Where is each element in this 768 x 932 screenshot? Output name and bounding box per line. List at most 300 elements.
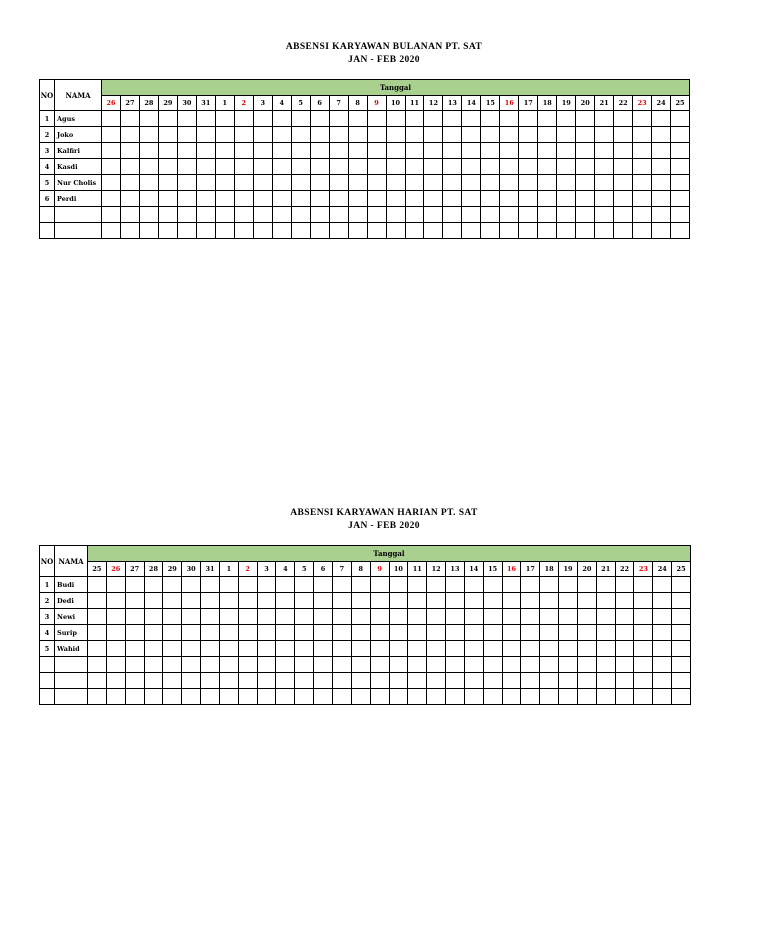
attendance-cell[interactable] — [500, 127, 519, 143]
attendance-cell[interactable] — [139, 111, 158, 127]
attendance-cell[interactable] — [633, 191, 652, 207]
attendance-cell[interactable] — [386, 191, 405, 207]
attendance-cell[interactable] — [596, 657, 615, 673]
attendance-cell[interactable] — [577, 657, 596, 673]
attendance-cell[interactable] — [158, 175, 177, 191]
attendance-cell[interactable] — [348, 111, 367, 127]
attendance-cell[interactable] — [653, 625, 672, 641]
attendance-cell[interactable] — [424, 127, 443, 143]
attendance-cell[interactable] — [386, 207, 405, 223]
attendance-cell[interactable] — [427, 625, 446, 641]
attendance-cell[interactable] — [201, 593, 220, 609]
attendance-cell[interactable] — [577, 689, 596, 705]
attendance-cell[interactable] — [540, 625, 559, 641]
attendance-cell[interactable] — [102, 191, 121, 207]
attendance-cell[interactable] — [671, 207, 690, 223]
attendance-cell[interactable] — [102, 223, 121, 239]
attendance-cell[interactable] — [163, 641, 182, 657]
attendance-cell[interactable] — [540, 657, 559, 673]
attendance-cell[interactable] — [481, 143, 500, 159]
attendance-cell[interactable] — [653, 673, 672, 689]
attendance-cell[interactable] — [557, 191, 576, 207]
attendance-cell[interactable] — [652, 207, 671, 223]
attendance-cell[interactable] — [596, 689, 615, 705]
attendance-cell[interactable] — [332, 593, 351, 609]
attendance-cell[interactable] — [106, 625, 125, 641]
attendance-cell[interactable] — [557, 127, 576, 143]
attendance-cell[interactable] — [424, 111, 443, 127]
attendance-cell[interactable] — [577, 641, 596, 657]
attendance-cell[interactable] — [462, 223, 481, 239]
attendance-cell[interactable] — [652, 143, 671, 159]
attendance-cell[interactable] — [351, 577, 370, 593]
attendance-cell[interactable] — [424, 175, 443, 191]
attendance-cell[interactable] — [291, 127, 310, 143]
attendance-cell[interactable] — [139, 223, 158, 239]
attendance-cell[interactable] — [276, 673, 295, 689]
attendance-cell[interactable] — [446, 657, 465, 673]
attendance-cell[interactable] — [125, 625, 144, 641]
attendance-cell[interactable] — [672, 609, 691, 625]
attendance-cell[interactable] — [234, 127, 253, 143]
attendance-cell[interactable] — [557, 111, 576, 127]
attendance-cell[interactable] — [634, 641, 653, 657]
attendance-cell[interactable] — [481, 159, 500, 175]
attendance-cell[interactable] — [102, 111, 121, 127]
attendance-cell[interactable] — [234, 111, 253, 127]
attendance-cell[interactable] — [614, 159, 633, 175]
attendance-cell[interactable] — [538, 223, 557, 239]
attendance-cell[interactable] — [102, 143, 121, 159]
attendance-cell[interactable] — [295, 625, 314, 641]
attendance-cell[interactable] — [653, 593, 672, 609]
attendance-cell[interactable] — [139, 191, 158, 207]
attendance-cell[interactable] — [238, 657, 257, 673]
attendance-cell[interactable] — [88, 673, 107, 689]
attendance-cell[interactable] — [253, 223, 272, 239]
attendance-cell[interactable] — [538, 143, 557, 159]
attendance-cell[interactable] — [370, 609, 389, 625]
attendance-cell[interactable] — [559, 593, 578, 609]
attendance-cell[interactable] — [443, 127, 462, 143]
attendance-cell[interactable] — [614, 175, 633, 191]
attendance-cell[interactable] — [314, 625, 333, 641]
attendance-cell[interactable] — [672, 625, 691, 641]
attendance-cell[interactable] — [291, 159, 310, 175]
attendance-cell[interactable] — [521, 593, 540, 609]
attendance-cell[interactable] — [219, 593, 238, 609]
attendance-cell[interactable] — [276, 689, 295, 705]
attendance-cell[interactable] — [634, 609, 653, 625]
attendance-cell[interactable] — [348, 207, 367, 223]
attendance-cell[interactable] — [483, 657, 502, 673]
attendance-cell[interactable] — [653, 609, 672, 625]
attendance-cell[interactable] — [559, 625, 578, 641]
attendance-cell[interactable] — [295, 641, 314, 657]
attendance-cell[interactable] — [653, 641, 672, 657]
attendance-cell[interactable] — [671, 143, 690, 159]
attendance-cell[interactable] — [238, 593, 257, 609]
attendance-cell[interactable] — [596, 625, 615, 641]
attendance-cell[interactable] — [234, 143, 253, 159]
attendance-cell[interactable] — [332, 641, 351, 657]
attendance-cell[interactable] — [481, 127, 500, 143]
attendance-cell[interactable] — [538, 111, 557, 127]
attendance-cell[interactable] — [158, 127, 177, 143]
attendance-cell[interactable] — [125, 577, 144, 593]
attendance-cell[interactable] — [502, 625, 521, 641]
attendance-cell[interactable] — [652, 191, 671, 207]
attendance-cell[interactable] — [519, 223, 538, 239]
attendance-cell[interactable] — [519, 111, 538, 127]
attendance-cell[interactable] — [163, 657, 182, 673]
attendance-cell[interactable] — [102, 127, 121, 143]
attendance-cell[interactable] — [276, 577, 295, 593]
attendance-cell[interactable] — [329, 175, 348, 191]
attendance-cell[interactable] — [291, 207, 310, 223]
attendance-cell[interactable] — [596, 609, 615, 625]
attendance-cell[interactable] — [596, 641, 615, 657]
attendance-cell[interactable] — [257, 593, 276, 609]
attendance-cell[interactable] — [483, 625, 502, 641]
attendance-cell[interactable] — [125, 673, 144, 689]
attendance-cell[interactable] — [672, 657, 691, 673]
attendance-cell[interactable] — [540, 577, 559, 593]
attendance-cell[interactable] — [559, 609, 578, 625]
attendance-cell[interactable] — [276, 641, 295, 657]
attendance-cell[interactable] — [408, 625, 427, 641]
attendance-cell[interactable] — [408, 657, 427, 673]
attendance-cell[interactable] — [144, 593, 163, 609]
attendance-cell[interactable] — [559, 673, 578, 689]
attendance-cell[interactable] — [88, 593, 107, 609]
attendance-cell[interactable] — [215, 127, 234, 143]
attendance-cell[interactable] — [483, 641, 502, 657]
attendance-cell[interactable] — [405, 159, 424, 175]
attendance-cell[interactable] — [389, 577, 408, 593]
attendance-cell[interactable] — [595, 207, 614, 223]
attendance-cell[interactable] — [219, 657, 238, 673]
attendance-cell[interactable] — [88, 609, 107, 625]
attendance-cell[interactable] — [120, 111, 139, 127]
attendance-cell[interactable] — [672, 673, 691, 689]
attendance-cell[interactable] — [144, 625, 163, 641]
attendance-cell[interactable] — [671, 191, 690, 207]
attendance-cell[interactable] — [521, 577, 540, 593]
attendance-cell[interactable] — [464, 673, 483, 689]
attendance-cell[interactable] — [370, 673, 389, 689]
attendance-cell[interactable] — [481, 191, 500, 207]
attendance-cell[interactable] — [443, 159, 462, 175]
attendance-cell[interactable] — [332, 673, 351, 689]
attendance-cell[interactable] — [577, 625, 596, 641]
attendance-cell[interactable] — [634, 689, 653, 705]
attendance-cell[interactable] — [201, 689, 220, 705]
attendance-cell[interactable] — [351, 689, 370, 705]
attendance-cell[interactable] — [502, 609, 521, 625]
attendance-cell[interactable] — [386, 159, 405, 175]
attendance-cell[interactable] — [405, 143, 424, 159]
attendance-cell[interactable] — [257, 689, 276, 705]
attendance-cell[interactable] — [329, 191, 348, 207]
attendance-cell[interactable] — [596, 593, 615, 609]
attendance-cell[interactable] — [521, 673, 540, 689]
attendance-cell[interactable] — [615, 657, 634, 673]
attendance-cell[interactable] — [144, 689, 163, 705]
attendance-cell[interactable] — [182, 641, 201, 657]
attendance-cell[interactable] — [540, 641, 559, 657]
attendance-cell[interactable] — [483, 609, 502, 625]
attendance-cell[interactable] — [238, 609, 257, 625]
attendance-cell[interactable] — [253, 127, 272, 143]
attendance-cell[interactable] — [481, 207, 500, 223]
attendance-cell[interactable] — [351, 609, 370, 625]
attendance-cell[interactable] — [559, 641, 578, 657]
attendance-cell[interactable] — [614, 207, 633, 223]
attendance-cell[interactable] — [125, 609, 144, 625]
attendance-cell[interactable] — [577, 593, 596, 609]
attendance-cell[interactable] — [557, 143, 576, 159]
attendance-cell[interactable] — [446, 641, 465, 657]
attendance-cell[interactable] — [502, 641, 521, 657]
attendance-cell[interactable] — [276, 593, 295, 609]
attendance-cell[interactable] — [332, 657, 351, 673]
attendance-cell[interactable] — [519, 159, 538, 175]
attendance-cell[interactable] — [348, 143, 367, 159]
attendance-cell[interactable] — [215, 143, 234, 159]
attendance-cell[interactable] — [483, 673, 502, 689]
attendance-cell[interactable] — [405, 207, 424, 223]
attendance-cell[interactable] — [367, 175, 386, 191]
attendance-cell[interactable] — [177, 143, 196, 159]
attendance-cell[interactable] — [424, 191, 443, 207]
attendance-cell[interactable] — [215, 191, 234, 207]
attendance-cell[interactable] — [596, 577, 615, 593]
attendance-cell[interactable] — [652, 159, 671, 175]
attendance-cell[interactable] — [88, 577, 107, 593]
attendance-cell[interactable] — [389, 657, 408, 673]
attendance-cell[interactable] — [219, 689, 238, 705]
attendance-cell[interactable] — [408, 577, 427, 593]
attendance-cell[interactable] — [257, 577, 276, 593]
attendance-cell[interactable] — [370, 689, 389, 705]
attendance-cell[interactable] — [464, 577, 483, 593]
attendance-cell[interactable] — [163, 593, 182, 609]
attendance-cell[interactable] — [405, 191, 424, 207]
attendance-cell[interactable] — [500, 111, 519, 127]
attendance-cell[interactable] — [215, 175, 234, 191]
attendance-cell[interactable] — [405, 111, 424, 127]
attendance-cell[interactable] — [314, 641, 333, 657]
attendance-cell[interactable] — [464, 625, 483, 641]
attendance-cell[interactable] — [386, 223, 405, 239]
attendance-cell[interactable] — [652, 111, 671, 127]
attendance-cell[interactable] — [215, 207, 234, 223]
attendance-cell[interactable] — [201, 577, 220, 593]
attendance-cell[interactable] — [424, 143, 443, 159]
attendance-cell[interactable] — [370, 577, 389, 593]
attendance-cell[interactable] — [310, 223, 329, 239]
attendance-cell[interactable] — [332, 689, 351, 705]
attendance-cell[interactable] — [443, 191, 462, 207]
attendance-cell[interactable] — [595, 127, 614, 143]
attendance-cell[interactable] — [502, 593, 521, 609]
attendance-cell[interactable] — [257, 609, 276, 625]
attendance-cell[interactable] — [672, 593, 691, 609]
attendance-cell[interactable] — [177, 111, 196, 127]
attendance-cell[interactable] — [408, 609, 427, 625]
attendance-cell[interactable] — [443, 207, 462, 223]
attendance-cell[interactable] — [557, 175, 576, 191]
attendance-cell[interactable] — [446, 577, 465, 593]
attendance-cell[interactable] — [144, 641, 163, 657]
attendance-cell[interactable] — [88, 657, 107, 673]
attendance-cell[interactable] — [633, 175, 652, 191]
attendance-cell[interactable] — [671, 111, 690, 127]
attendance-cell[interactable] — [653, 657, 672, 673]
attendance-cell[interactable] — [595, 143, 614, 159]
attendance-cell[interactable] — [370, 625, 389, 641]
attendance-cell[interactable] — [559, 689, 578, 705]
attendance-cell[interactable] — [253, 143, 272, 159]
attendance-cell[interactable] — [462, 127, 481, 143]
attendance-cell[interactable] — [446, 689, 465, 705]
attendance-cell[interactable] — [577, 609, 596, 625]
attendance-cell[interactable] — [106, 641, 125, 657]
attendance-cell[interactable] — [139, 127, 158, 143]
attendance-cell[interactable] — [295, 609, 314, 625]
attendance-cell[interactable] — [196, 159, 215, 175]
attendance-cell[interactable] — [671, 175, 690, 191]
attendance-cell[interactable] — [295, 689, 314, 705]
attendance-cell[interactable] — [633, 111, 652, 127]
attendance-cell[interactable] — [329, 159, 348, 175]
attendance-cell[interactable] — [348, 159, 367, 175]
attendance-cell[interactable] — [125, 593, 144, 609]
attendance-cell[interactable] — [182, 689, 201, 705]
attendance-cell[interactable] — [672, 641, 691, 657]
attendance-cell[interactable] — [253, 111, 272, 127]
attendance-cell[interactable] — [329, 111, 348, 127]
attendance-cell[interactable] — [538, 175, 557, 191]
attendance-cell[interactable] — [291, 175, 310, 191]
attendance-cell[interactable] — [389, 673, 408, 689]
attendance-cell[interactable] — [634, 625, 653, 641]
attendance-cell[interactable] — [615, 641, 634, 657]
attendance-cell[interactable] — [238, 577, 257, 593]
attendance-cell[interactable] — [424, 207, 443, 223]
attendance-cell[interactable] — [257, 673, 276, 689]
attendance-cell[interactable] — [424, 159, 443, 175]
attendance-cell[interactable] — [348, 127, 367, 143]
attendance-cell[interactable] — [310, 111, 329, 127]
attendance-cell[interactable] — [481, 111, 500, 127]
attendance-cell[interactable] — [177, 191, 196, 207]
attendance-cell[interactable] — [348, 223, 367, 239]
attendance-cell[interactable] — [408, 673, 427, 689]
attendance-cell[interactable] — [671, 127, 690, 143]
attendance-cell[interactable] — [144, 609, 163, 625]
attendance-cell[interactable] — [139, 159, 158, 175]
attendance-cell[interactable] — [672, 577, 691, 593]
attendance-cell[interactable] — [614, 191, 633, 207]
attendance-cell[interactable] — [219, 673, 238, 689]
attendance-cell[interactable] — [314, 609, 333, 625]
attendance-cell[interactable] — [367, 143, 386, 159]
attendance-cell[interactable] — [427, 593, 446, 609]
attendance-cell[interactable] — [367, 223, 386, 239]
attendance-cell[interactable] — [158, 111, 177, 127]
attendance-cell[interactable] — [314, 593, 333, 609]
attendance-cell[interactable] — [538, 127, 557, 143]
attendance-cell[interactable] — [272, 143, 291, 159]
attendance-cell[interactable] — [295, 593, 314, 609]
attendance-cell[interactable] — [557, 223, 576, 239]
attendance-cell[interactable] — [238, 673, 257, 689]
attendance-cell[interactable] — [125, 689, 144, 705]
attendance-cell[interactable] — [120, 127, 139, 143]
attendance-cell[interactable] — [386, 175, 405, 191]
attendance-cell[interactable] — [120, 159, 139, 175]
attendance-cell[interactable] — [253, 207, 272, 223]
attendance-cell[interactable] — [272, 159, 291, 175]
attendance-cell[interactable] — [446, 593, 465, 609]
attendance-cell[interactable] — [201, 657, 220, 673]
attendance-cell[interactable] — [120, 143, 139, 159]
attendance-cell[interactable] — [163, 625, 182, 641]
attendance-cell[interactable] — [310, 175, 329, 191]
attendance-cell[interactable] — [367, 191, 386, 207]
attendance-cell[interactable] — [615, 673, 634, 689]
attendance-cell[interactable] — [201, 641, 220, 657]
attendance-cell[interactable] — [196, 207, 215, 223]
attendance-cell[interactable] — [196, 143, 215, 159]
attendance-cell[interactable] — [351, 593, 370, 609]
attendance-cell[interactable] — [329, 207, 348, 223]
attendance-cell[interactable] — [102, 207, 121, 223]
attendance-cell[interactable] — [652, 127, 671, 143]
attendance-cell[interactable] — [576, 207, 595, 223]
attendance-cell[interactable] — [653, 689, 672, 705]
attendance-cell[interactable] — [500, 223, 519, 239]
attendance-cell[interactable] — [538, 191, 557, 207]
attendance-cell[interactable] — [521, 657, 540, 673]
attendance-cell[interactable] — [238, 641, 257, 657]
attendance-cell[interactable] — [596, 673, 615, 689]
attendance-cell[interactable] — [576, 175, 595, 191]
attendance-cell[interactable] — [615, 625, 634, 641]
attendance-cell[interactable] — [253, 175, 272, 191]
attendance-cell[interactable] — [295, 657, 314, 673]
attendance-cell[interactable] — [595, 111, 614, 127]
attendance-cell[interactable] — [614, 111, 633, 127]
attendance-cell[interactable] — [120, 207, 139, 223]
attendance-cell[interactable] — [196, 111, 215, 127]
attendance-cell[interactable] — [314, 657, 333, 673]
attendance-cell[interactable] — [483, 689, 502, 705]
attendance-cell[interactable] — [540, 689, 559, 705]
attendance-cell[interactable] — [595, 159, 614, 175]
attendance-cell[interactable] — [106, 657, 125, 673]
attendance-cell[interactable] — [139, 207, 158, 223]
attendance-cell[interactable] — [446, 625, 465, 641]
attendance-cell[interactable] — [633, 159, 652, 175]
attendance-cell[interactable] — [500, 191, 519, 207]
attendance-cell[interactable] — [219, 641, 238, 657]
attendance-cell[interactable] — [257, 625, 276, 641]
attendance-cell[interactable] — [519, 175, 538, 191]
attendance-cell[interactable] — [310, 143, 329, 159]
